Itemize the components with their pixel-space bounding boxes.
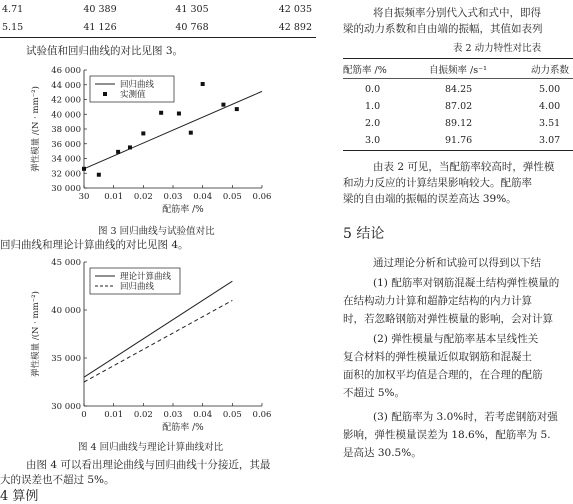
series-line [84, 281, 232, 377]
table-cell: 42 035 [278, 3, 312, 15]
x-tick-label: 0.04 [193, 410, 213, 420]
paragraph: 大的误差也不超过 5%。 [0, 474, 115, 486]
table-2-header: 自振频率 /s⁻¹ [429, 65, 487, 76]
data-point [128, 145, 132, 149]
table-2-cell: 91.76 [445, 135, 473, 146]
table-cell: 42 892 [278, 21, 312, 33]
table-2-cell: 3.0 [365, 135, 381, 146]
x-tick-label: 30 [78, 192, 90, 202]
table-2-cell: 3.07 [539, 135, 561, 146]
x-tick-label: 0.02 [133, 192, 153, 202]
figure-3-chart [0, 62, 316, 222]
table-2-cell: 5.00 [539, 84, 561, 95]
y-tick-label: 45 000 [51, 258, 81, 268]
x-tick-label: 0.05 [222, 410, 242, 420]
x-tick-label: 0 [81, 410, 87, 420]
conclusion-line: (3) 配筋率为 3.0%时，若考虑钢筋对强 [373, 411, 558, 423]
table-2-cell: 89.12 [445, 118, 473, 129]
table-cell: 40 389 [83, 3, 117, 15]
table-2-cell: 2.0 [365, 118, 381, 129]
conclusion-line: 面积的加权平均值是合理的，在合理的配筋 [343, 369, 543, 381]
y-tick-label: 30 000 [51, 402, 81, 412]
y-tick-label: 30 000 [51, 184, 81, 194]
table-row [0, 0, 316, 18]
data-point [177, 112, 181, 116]
y-axis-label: 弹性模量 /(N · mm⁻²) [31, 291, 41, 377]
table-cell: 41 305 [175, 3, 209, 15]
x-tick-label: 0.01 [104, 192, 124, 202]
conclusion-line: 不超过 5%。 [343, 387, 405, 399]
y-tick-label: 42 000 [51, 95, 81, 106]
legend-marker [103, 92, 107, 96]
data-point [201, 82, 205, 86]
section-4-heading: 4 算例 [0, 489, 39, 504]
legend-label: 理论计算曲线 [120, 272, 172, 282]
x-tick-label: 0.05 [222, 192, 242, 202]
table-cell: 5.15 [2, 21, 24, 33]
table-2-header: 配筋率 /% [343, 65, 387, 76]
conclusion-line: (1) 配筋率对钢筋混凝土结构弹性模量的 [373, 277, 560, 289]
data-point [235, 107, 239, 111]
table-cell: 41 126 [83, 21, 117, 33]
data-point [97, 173, 101, 177]
y-tick-label: 32 000 [51, 169, 81, 180]
legend-label: 实测值 [120, 90, 146, 100]
y-tick-label: 38 000 [51, 125, 81, 135]
table-2-cell: 0.0 [365, 84, 381, 95]
paragraph: 将自振频率分别代入式和式中，即得 [373, 7, 541, 19]
x-axis-label: 配筋率 /% [162, 423, 204, 433]
x-tick-label: 0.04 [193, 192, 213, 202]
conclusion-line: 复合材料的弹性模量近似取钢筋和混凝土 [343, 351, 532, 363]
fig3-plot [30, 66, 271, 215]
table-2-cell: 4.00 [539, 101, 561, 112]
y-axis-label: 弹性模量 /(N · mm⁻²) [31, 86, 41, 172]
table-2-header: 动力系数 [531, 65, 570, 76]
paragraph: 回归曲线和理论计算曲线的对比见图 4。 [0, 239, 189, 251]
conclusion-line: 影响，弹性模量误差为 18.6%，配筋率为 5. [343, 429, 551, 441]
fig4-plot [30, 258, 271, 433]
table-2-title: 表 2 动力特性对比表 [453, 43, 542, 54]
y-tick-label: 40 000 [51, 110, 81, 121]
y-tick-label: 44 000 [51, 80, 81, 91]
table-row [0, 18, 316, 36]
conclusion-line: (2) 弹性模量与配筋率基本呈线性关 [373, 333, 539, 345]
figure-4-caption: 图 4 回归曲线与理论计算曲线对比 [78, 442, 224, 453]
table-2-bottom-rule [343, 150, 573, 151]
figure-4-chart [0, 256, 316, 436]
data-point [141, 131, 145, 135]
y-tick-label: 34 000 [51, 154, 81, 165]
table-2-cell: 87.02 [445, 101, 473, 112]
right-column [343, 0, 573, 495]
x-tick-label: 0.06 [252, 192, 272, 202]
x-tick-label: 0.03 [163, 410, 183, 420]
conclusion-line: 在结构动力计算和超静定结构的内力计算 [343, 295, 532, 307]
data-point [82, 167, 86, 171]
conclusion-line: 通过理论分析和试验可以得到以下结 [373, 257, 541, 269]
data-point [116, 150, 120, 154]
top-table [0, 0, 316, 36]
y-tick-label: 36 000 [51, 139, 81, 150]
top-table-grid [0, 0, 316, 36]
x-tick-label: 0.02 [133, 410, 153, 420]
y-tick-label: 35 000 [51, 354, 81, 364]
x-tick-label: 0.03 [163, 192, 183, 202]
y-tick-label: 40 000 [51, 306, 81, 316]
x-tick-label: 0.01 [104, 410, 124, 420]
table-bottom-rule [0, 37, 316, 38]
x-tick-label: 0.06 [252, 410, 272, 420]
paragraph: 梁的动力系数和自由端的振幅，其值如表列 [343, 23, 543, 35]
figure-3-caption: 图 3 回归曲线与试验值对比 [98, 226, 215, 237]
table-cell: 40 768 [175, 21, 209, 33]
series-line [84, 91, 262, 168]
paragraph: 和动力反应的计算结果影响较大。配筋率 [343, 177, 532, 189]
conclusion-line: 是高达 30.5%。 [343, 447, 422, 459]
x-axis-label: 配筋率 /% [162, 205, 204, 215]
y-tick-label: 46 000 [51, 66, 81, 76]
paragraph: 试验值和回归曲线的对比见图 3。 [26, 45, 184, 57]
table-2-top-rule [343, 58, 573, 59]
legend-label: 回归曲线 [120, 80, 155, 90]
legend-label: 回归曲线 [120, 282, 155, 292]
regression-line-dashed [84, 300, 232, 382]
table-2-cell: 1.0 [365, 101, 381, 112]
table-2-cell: 84.25 [445, 84, 473, 95]
data-point [159, 111, 163, 115]
section-5-heading: 5 结论 [343, 226, 385, 242]
data-point [221, 103, 225, 107]
conclusion-line: 时，若忽略钢筋对弹性模量的影响，会对计算 [343, 313, 553, 325]
paragraph: 由图 4 可以看出理论曲线与回归曲线十分接近，其最 [26, 459, 271, 471]
paragraph: 由表 2 可见，当配筋率较高时，弹性模 [373, 161, 555, 173]
table-2-cell: 3.51 [539, 118, 561, 129]
data-point [189, 131, 193, 135]
paragraph: 梁的自由端的振幅的误差高达 39%。 [343, 193, 517, 205]
table-2-header-rule [343, 78, 573, 79]
table-cell: 4.71 [2, 3, 24, 15]
